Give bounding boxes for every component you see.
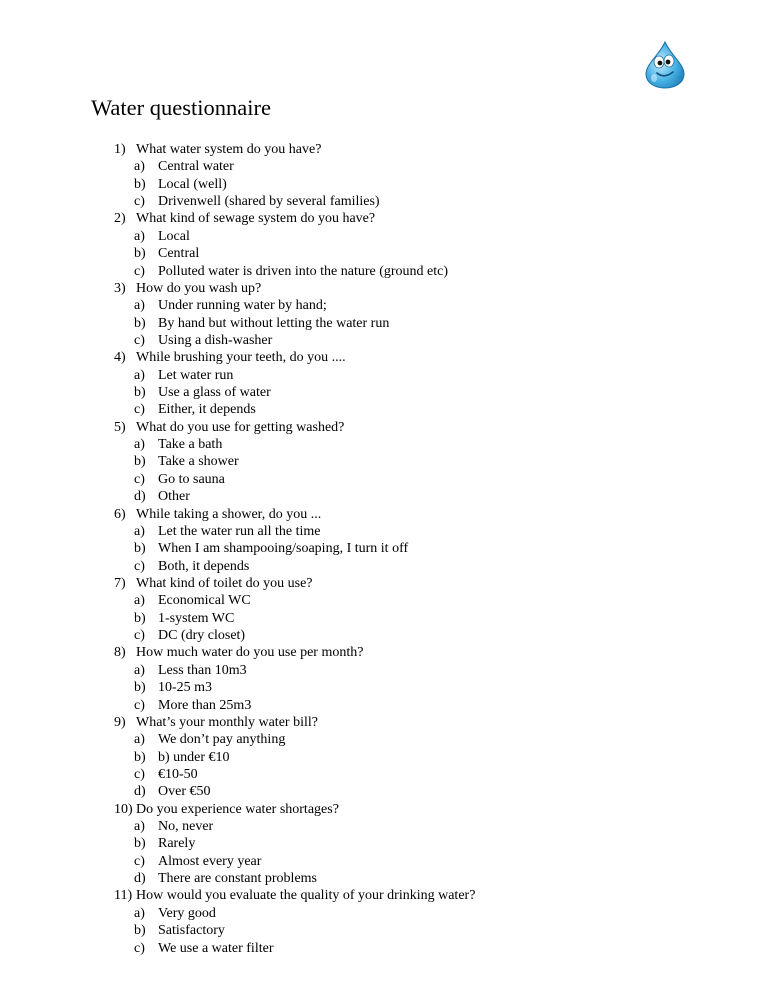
option-letter: b): [134, 385, 146, 401]
option-letter: c): [134, 766, 145, 782]
answer-option: [114, 436, 734, 453]
answer-option: [114, 471, 734, 488]
question-text: What’s your monthly water bill?: [136, 714, 318, 730]
option-text: Local: [158, 228, 190, 244]
question-7: [114, 575, 734, 592]
option-letter: d): [134, 784, 146, 800]
option-letter: a): [134, 662, 145, 678]
question-9: [114, 714, 734, 731]
question-text: How would you evaluate the quality of your drinking water?: [136, 888, 476, 904]
option-text: €10-50: [158, 766, 198, 782]
question-number: 9): [114, 714, 126, 730]
option-letter: a): [134, 298, 145, 314]
answer-option: [114, 315, 734, 332]
question-1: [114, 141, 734, 158]
question-text: How do you wash up?: [136, 280, 262, 296]
option-letter: a): [134, 732, 145, 748]
option-text: When I am shampooing/soaping, I turn it off: [158, 541, 409, 557]
answer-option: [114, 905, 734, 922]
answer-option: [114, 766, 734, 783]
option-text: Take a shower: [158, 454, 239, 470]
option-letter: c): [134, 194, 145, 210]
answer-option: [114, 627, 734, 644]
answer-option: [114, 749, 734, 766]
question-number: 2): [114, 211, 126, 227]
question-4: [114, 349, 734, 366]
answer-option: [114, 731, 734, 748]
question-8: [114, 644, 734, 661]
option-letter: b): [134, 176, 146, 192]
option-letter: b): [134, 315, 146, 331]
answer-option: [114, 488, 734, 505]
option-letter: a): [134, 367, 145, 383]
page-title: Water questionnaire: [91, 95, 271, 120]
question-number: 3): [114, 280, 126, 296]
answer-option: [114, 783, 734, 800]
option-text: Economical WC: [158, 593, 251, 609]
option-letter: c): [134, 471, 145, 487]
question-list: [114, 141, 734, 957]
answer-option: [114, 401, 734, 418]
question-number: 7): [114, 575, 126, 591]
option-letter: b): [134, 680, 146, 696]
option-text: No, never: [158, 819, 214, 835]
option-text: By hand but without letting the water run: [158, 315, 390, 331]
option-letter: b): [134, 246, 146, 262]
question-text: What kind of toilet do you use?: [136, 575, 313, 591]
question-text: Do you experience water shortages?: [136, 801, 339, 817]
question-text: While brushing your teeth, do you ....: [136, 350, 346, 366]
answer-option: [114, 245, 734, 262]
answer-option: [114, 332, 734, 349]
answer-option: [114, 697, 734, 714]
answer-option: [114, 367, 734, 384]
option-letter: b): [134, 923, 146, 939]
option-text: Other: [158, 489, 190, 505]
option-letter: a): [134, 437, 145, 453]
option-text: We use a water filter: [158, 940, 274, 956]
option-text: Under running water by hand;: [158, 298, 327, 314]
option-text: Over €50: [158, 784, 211, 800]
question-number: 1): [114, 142, 126, 157]
option-text: Very good: [158, 905, 216, 921]
answer-option: [114, 818, 734, 835]
answer-option: [114, 679, 734, 696]
option-text: We don’t pay anything: [158, 732, 286, 748]
answer-option: [114, 558, 734, 575]
answer-option: [114, 853, 734, 870]
question-text: What water system do you have?: [136, 142, 322, 157]
option-text: DC (dry closet): [158, 628, 246, 644]
answer-option: [114, 193, 734, 210]
question-number: 5): [114, 419, 126, 435]
answer-option: [114, 158, 734, 175]
answer-option: [114, 176, 734, 193]
answer-option: [114, 297, 734, 314]
option-text: Central: [158, 246, 200, 262]
option-text: Let water run: [158, 367, 234, 383]
option-text: Almost every year: [158, 853, 262, 869]
question-number: 11): [114, 888, 133, 904]
question-number: 4): [114, 350, 126, 366]
question-5: [114, 419, 734, 436]
option-text: Let the water run all the time: [158, 523, 321, 539]
question-text: What kind of sewage system do you have?: [136, 211, 376, 227]
option-letter: c): [134, 853, 145, 869]
answer-option: [114, 662, 734, 679]
question-number: 8): [114, 645, 126, 661]
answer-option: [114, 523, 734, 540]
option-text: Rarely: [158, 836, 196, 852]
answer-option: [114, 870, 734, 887]
question-number: 10): [114, 801, 133, 817]
option-letter: c): [134, 697, 145, 713]
option-text: Either, it depends: [158, 402, 256, 418]
answer-option: [114, 592, 734, 609]
option-letter: d): [134, 489, 146, 505]
answer-option: [114, 263, 734, 280]
option-text: Using a dish-washer: [158, 332, 273, 348]
option-text: Central water: [158, 159, 234, 175]
option-text: Local (well): [158, 176, 227, 192]
option-letter: a): [134, 228, 145, 244]
option-text: More than 25m3: [158, 697, 252, 713]
option-letter: c): [134, 940, 145, 956]
option-text: Polluted water is driven into the nature (ground etc): [158, 263, 449, 279]
option-letter: a): [134, 819, 145, 835]
question-2: [114, 210, 734, 227]
option-text: Go to sauna: [158, 471, 225, 487]
answer-option: [114, 922, 734, 939]
question-10: [114, 801, 734, 818]
option-letter: c): [134, 263, 145, 279]
option-letter: c): [134, 558, 145, 574]
option-text: Less than 10m3: [158, 662, 247, 678]
question-text: While taking a shower, do you ...: [136, 506, 322, 522]
option-letter: a): [134, 593, 145, 609]
answer-option: [114, 228, 734, 245]
option-letter: b): [134, 454, 146, 470]
answer-option: [114, 453, 734, 470]
option-letter: d): [134, 871, 146, 887]
option-letter: a): [134, 159, 145, 175]
water-drop-mascot-icon: [642, 40, 688, 90]
option-text: Drivenwell (shared by several families): [158, 194, 380, 210]
option-letter: c): [134, 402, 145, 418]
option-letter: a): [134, 905, 145, 921]
answer-option: [114, 940, 734, 957]
question-number: 6): [114, 506, 126, 522]
option-letter: b): [134, 836, 146, 852]
question-3: [114, 280, 734, 297]
question-6: [114, 506, 734, 523]
option-letter: c): [134, 628, 145, 644]
option-text: 10-25 m3: [158, 680, 213, 696]
answer-option: [114, 610, 734, 627]
option-text: Both, it depends: [158, 558, 250, 574]
question-11: [114, 887, 734, 904]
answer-option: [114, 835, 734, 852]
option-text: Take a bath: [158, 437, 223, 453]
option-letter: b): [134, 610, 146, 626]
option-letter: b): [134, 749, 146, 765]
option-letter: a): [134, 523, 145, 539]
option-letter: b): [134, 541, 146, 557]
answer-option: [114, 540, 734, 557]
question-text: What do you use for getting washed?: [136, 419, 345, 435]
option-text: 1-system WC: [158, 610, 235, 626]
option-text: There are constant problems: [158, 871, 317, 887]
option-text: Satisfactory: [158, 923, 225, 939]
question-text: How much water do you use per month?: [136, 645, 364, 661]
option-text: Use a glass of water: [158, 385, 271, 401]
answer-option: [114, 384, 734, 401]
option-letter: c): [134, 332, 145, 348]
option-text: b) under €10: [158, 749, 230, 765]
